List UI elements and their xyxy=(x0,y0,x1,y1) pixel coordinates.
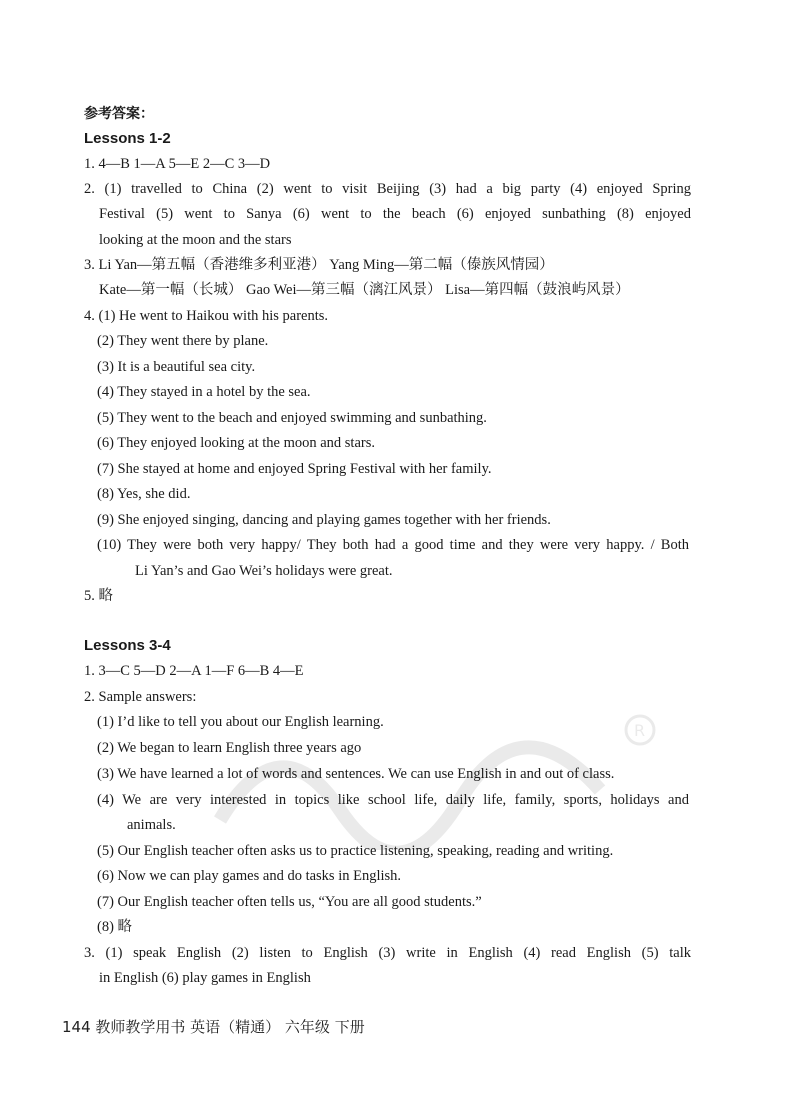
l12-q2-line3: looking at the moon and the stars xyxy=(99,232,292,248)
l12-q2-line2: Festival (5) went to Sanya (6) went to the beach (6) enjoyed sunbathing (8) enjoyed xyxy=(99,206,691,222)
l12-q1: 1. 4—B 1—A 5—E 2—C 3—D xyxy=(84,156,271,172)
l34-q2-item4: (4) We are very interested in topics like school life, daily life, family, sports, holidays and xyxy=(97,792,689,808)
l34-q3-line2: in English (6) play games in English xyxy=(99,970,311,986)
l12-q4-item10: (10) They were both very happy/ They both had a good time and they were very happy. / Both xyxy=(97,537,689,553)
l34-q2-intro: 2. Sample answers: xyxy=(84,689,197,705)
l34-q2-item8: (8) 略 xyxy=(97,919,133,935)
l12-q5: 5. 略 xyxy=(84,588,113,604)
l34-q2-item5: (5) Our English teacher often asks us to practice listening, speaking, reading and writing. xyxy=(97,843,614,859)
l12-q4-item8: (8) Yes, she did. xyxy=(97,486,191,502)
l34-q2-item7: (7) Our English teacher often tells us, “You are all good students.” xyxy=(97,894,482,910)
lessons-1-2-title: Lessons 1-2 xyxy=(84,130,171,147)
l34-q1: 1. 3—C 5—D 2—A 1—F 6—B 4—E xyxy=(84,663,304,679)
page-footer: 144 教师教学用书 英语（精通） 六年级 下册 xyxy=(62,1018,365,1036)
l34-q2-item3: (3) We have learned a lot of words and sentences. We can use English in and out of class. xyxy=(97,766,615,782)
l34-q2-item6: (6) Now we can play games and do tasks in English. xyxy=(97,868,402,884)
l34-q3-line1: 3. (1) speak English (2) listen to English (3) write in English (4) read English (5) talk xyxy=(84,945,691,961)
l12-q4-item2: (2) They went there by plane. xyxy=(97,333,269,349)
l12-q3-line2: Kate—第一幅（长城） Gao Wei—第三幅（漓江风景） Lisa—第四幅（鼓浪屿风景） xyxy=(99,282,630,298)
l12-q4-item4: (4) They stayed in a hotel by the sea. xyxy=(97,384,311,400)
l12-q4-item1: 4. (1) He went to Haikou with his parents. xyxy=(84,308,329,324)
l12-q4-item7: (7) She stayed at home and enjoyed Spring Festival with her family. xyxy=(97,461,492,477)
l34-q2-item1: (1) I’d like to tell you about our English learning. xyxy=(97,714,384,730)
answer-heading: 参考答案： xyxy=(84,106,154,122)
l34-q2-item4-cont: animals. xyxy=(127,817,176,833)
lessons-3-4-title: Lessons 3-4 xyxy=(84,637,171,654)
l12-q4-item3: (3) It is a beautiful sea city. xyxy=(97,359,256,375)
l34-q2-item2: (2) We began to learn English three years ago xyxy=(97,740,362,756)
l12-q4-item6: (6) They enjoyed looking at the moon and stars. xyxy=(97,435,375,451)
l12-q3-line1: 3. Li Yan—第五幅（香港维多利亚港） Yang Ming—第二幅（傣族风情园） xyxy=(84,257,554,273)
l12-q4-item9: (9) She enjoyed singing, dancing and playing games together with her friends. xyxy=(97,512,551,528)
svg-text:R: R xyxy=(634,721,646,740)
l12-q2-line1: 2. (1) travelled to China (2) went to visit Beijing (3) had a big party (4) enjoyed Spring xyxy=(84,181,691,197)
l12-q4-item5: (5) They went to the beach and enjoyed swimming and sunbathing. xyxy=(97,410,487,426)
l12-q4-item10-cont: Li Yan’s and Gao Wei’s holidays were great. xyxy=(135,563,393,579)
